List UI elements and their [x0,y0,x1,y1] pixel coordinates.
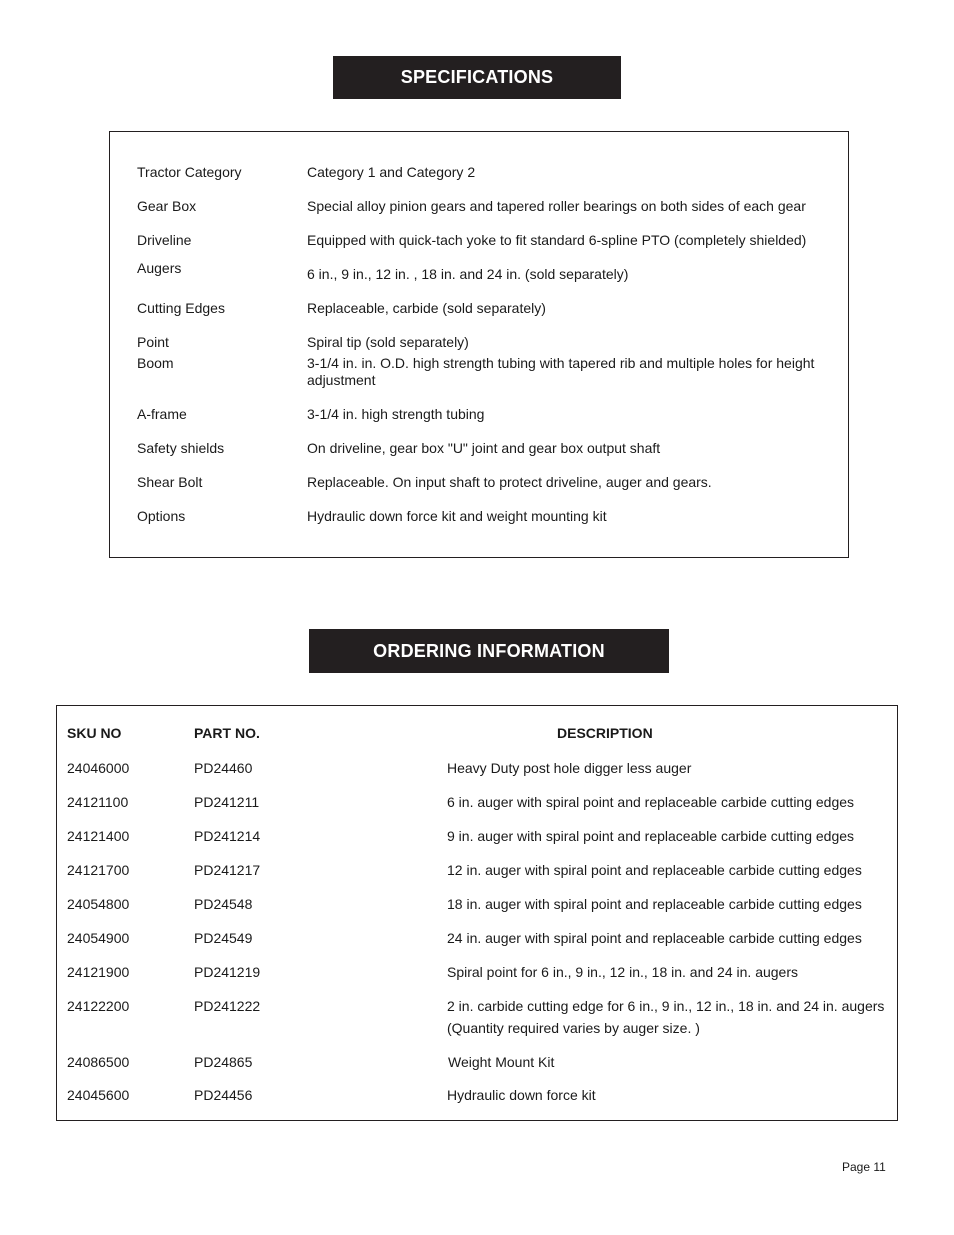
part-cell: PD24456 [194,1087,253,1103]
description-column-header: DESCRIPTION [557,725,653,741]
spec-label: Point [137,334,169,350]
part-cell: PD241222 [194,998,261,1014]
sku-cell: 24086500 [67,1054,130,1070]
spec-label: Gear Box [137,198,197,214]
description-cell: 12 in. auger with spiral point and replaceable carbide cutting edges [447,862,862,878]
sku-cell: 24046000 [67,760,130,776]
spec-value: 6 in., 9 in., 12 in. , 18 in. and 24 in. (sold separately) [307,266,629,282]
part-cell: PD24548 [194,896,253,912]
description-cell: 9 in. auger with spiral point and replaceable carbide cutting edges [447,828,855,844]
specifications-title: SPECIFICATIONS [333,56,621,99]
description-cell: Weight Mount Kit [448,1054,555,1070]
spec-label: Cutting Edges [137,300,225,316]
part-cell: PD241214 [194,828,261,844]
part-cell: PD241219 [194,964,261,980]
spec-label: Safety shields [137,440,225,456]
description-cell: 24 in. auger with spiral point and replaceable carbide cutting edges [447,930,862,946]
spec-label: Augers [137,260,182,276]
description-cell: 18 in. auger with spiral point and replaceable carbide cutting edges [447,896,862,912]
sku-column-header: SKU NO [67,725,122,741]
spec-label: Shear Bolt [137,474,203,490]
description-cell: 2 in. carbide cutting edge for 6 in., 9 in., 12 in., 18 in. and 24 in. augers [447,998,885,1014]
part-column-header: PART NO. [194,725,260,741]
part-cell: PD241217 [194,862,261,878]
sku-cell: 24121900 [67,964,130,980]
part-cell: PD24460 [194,760,253,776]
description-cell: Hydraulic down force kit [447,1087,596,1103]
spec-label: A-frame [137,406,187,422]
sku-cell: 24121100 [67,794,129,810]
description-cell: 6 in. auger with spiral point and replaceable carbide cutting edges [447,794,855,810]
sku-cell: 24121700 [67,862,130,878]
sku-cell: 24054900 [67,930,130,946]
description-cell: Spiral point for 6 in., 9 in., 12 in., 18 in. and 24 in. augers [447,964,798,980]
spec-value: Replaceable, carbide (sold separately) [307,300,546,316]
sku-cell: 24045600 [67,1087,130,1103]
spec-label: Boom [137,355,174,371]
ordering-title: ORDERING INFORMATION [309,629,669,673]
sku-cell: 24121400 [67,828,130,844]
spec-label: Tractor Category [137,164,242,180]
spec-label: Driveline [137,232,192,248]
description-cell: Heavy Duty post hole digger less auger [447,760,692,776]
spec-value: Hydraulic down force kit and weight mounting kit [307,508,607,524]
sku-cell: 24122200 [67,998,130,1014]
part-cell: PD24549 [194,930,253,946]
description-note: (Quantity required varies by auger size. ) [447,1020,700,1036]
spec-value: Category 1 and Category 2 [307,164,476,180]
spec-value: Replaceable. On input shaft to protect driveline, auger and gears. [307,474,712,490]
sku-cell: 24054800 [67,896,130,912]
spec-value: 3-1/4 in. in. O.D. high strength tubing with tapered rib and multiple holes for height adjustment [307,355,815,388]
spec-value: Special alloy pinion gears and tapered roller bearings on both sides of each gear [307,198,806,214]
part-cell: PD241211 [194,794,260,810]
spec-value: 3-1/4 in. high strength tubing [307,406,485,422]
spec-value: On driveline, gear box "U" joint and gear box output shaft [307,440,661,456]
spec-label: Options [137,508,186,524]
part-cell: PD24865 [194,1054,253,1070]
page-number: Page 11 [842,1160,886,1174]
spec-value: Spiral tip (sold separately) [307,334,469,350]
spec-value: Equipped with quick-tach yoke to fit standard 6-spline PTO (completely shielded) [307,232,807,248]
